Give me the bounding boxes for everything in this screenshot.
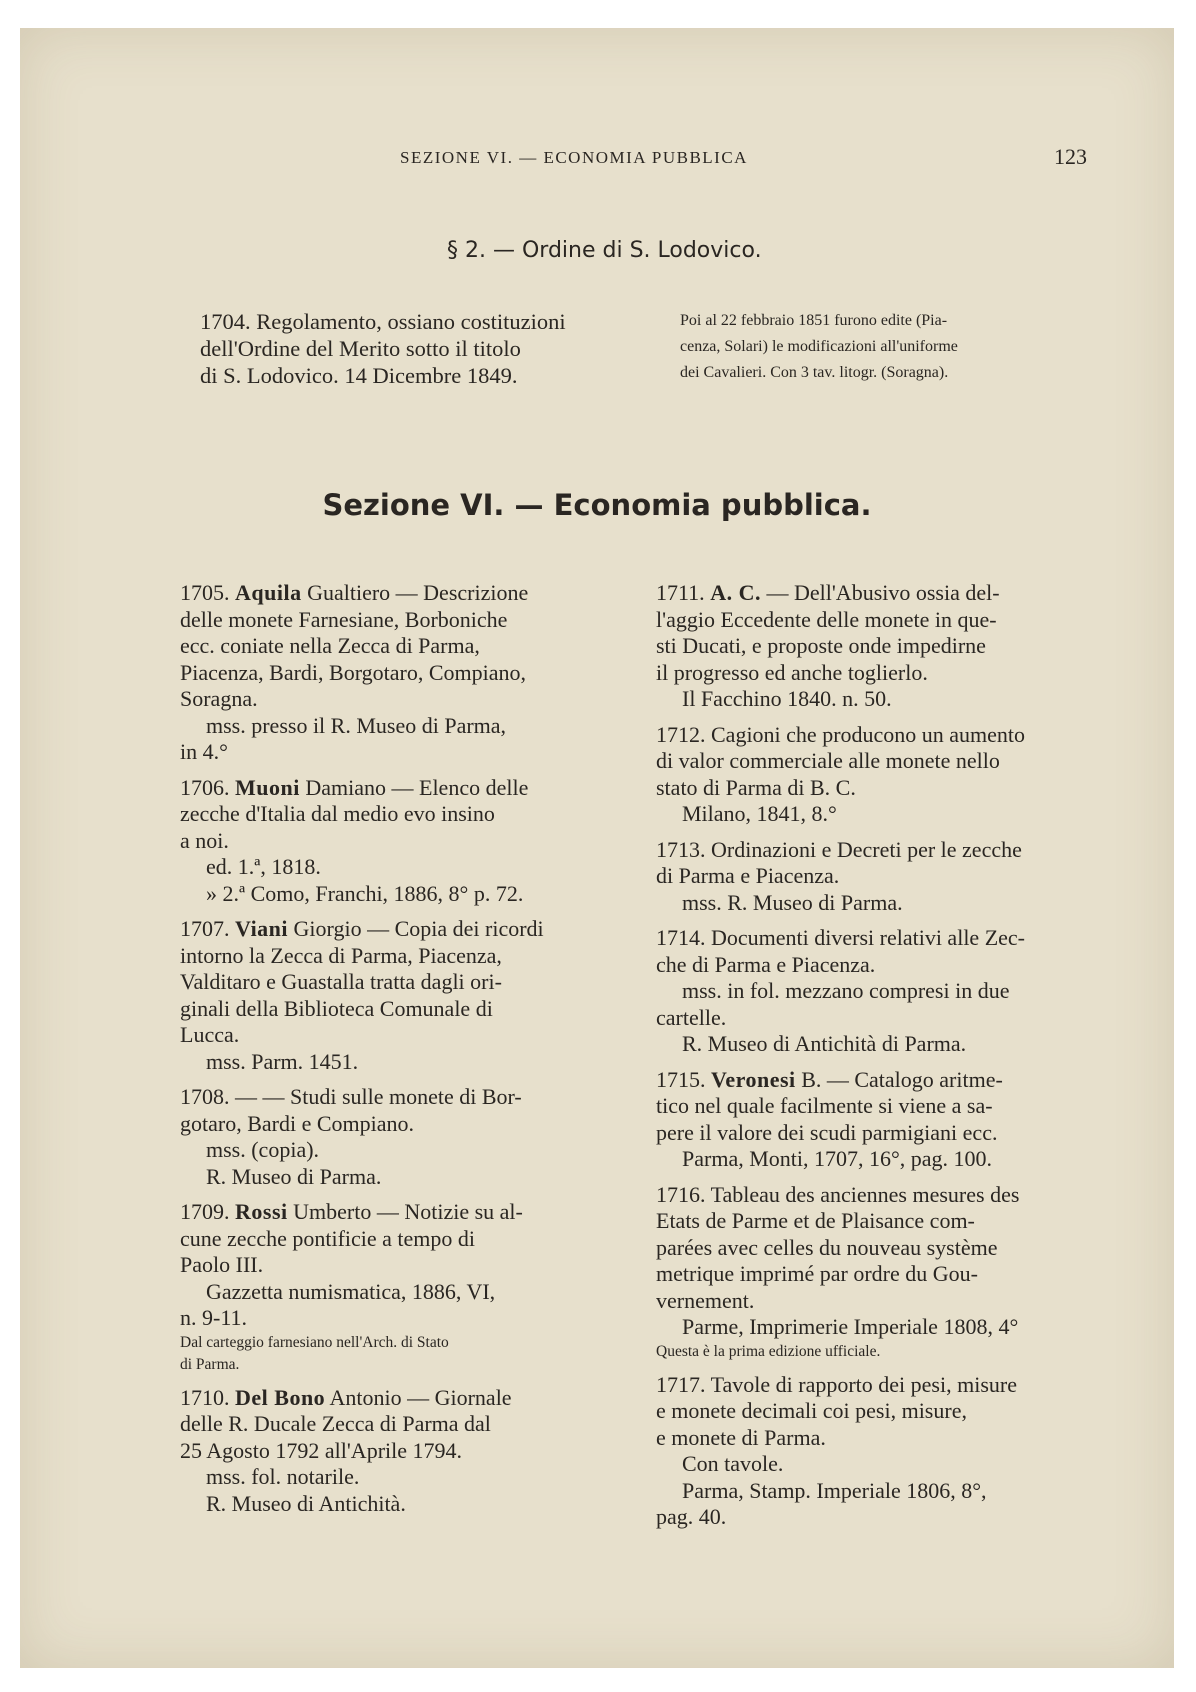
entry-line: Lucca. <box>180 1022 240 1047</box>
entry-publication: Gazzetta numismatica, 1886, VI, <box>206 1278 496 1304</box>
bibliography-entry <box>656 837 1088 917</box>
entry-line: Valditaro e Guastalla tratta dagli ori- <box>180 969 502 994</box>
bibliography-entry <box>656 1067 1088 1173</box>
entry-publication: » 2.ª Como, Franchi, 1886, 8° p. 72. <box>206 880 524 906</box>
text-line: 1704. Regolamento, ossiano costituzioni <box>200 309 566 334</box>
entry-line: cune zecche pontificie a tempo di <box>180 1225 476 1251</box>
scanned-page <box>20 28 1174 1668</box>
entry-first-line <box>180 1084 612 1111</box>
entry-line: gotaro, Bardi e Compiano. <box>180 1110 415 1136</box>
entry-line: ecc. coniate nella Zecca di Parma, <box>180 633 480 658</box>
entry-number: 1713. <box>656 836 706 862</box>
entry-publication: mss. in fol. mezzano compresi in due <box>682 978 1010 1003</box>
entry-author: Rossi <box>235 1199 288 1224</box>
entry-line: pag. 40. <box>656 1504 727 1529</box>
entry-number: 1707. <box>180 916 230 941</box>
entry-line: il progresso ed anche toglierlo. <box>656 659 928 685</box>
entry-first-line <box>180 774 612 802</box>
entry-publication: Parma, Stamp. Imperiale 1806, 8°, <box>682 1477 987 1503</box>
page-header <box>20 144 1174 178</box>
entry-note: Dal carteggio farnesiano nell'Arch. di Stato <box>180 1333 449 1351</box>
bibliography-entry <box>180 1199 612 1376</box>
entry-line: in 4.° <box>180 739 228 764</box>
entry-title: Giorgio — Copia dei ricordi <box>293 916 544 941</box>
entry-number: 1714. <box>656 925 706 950</box>
entry-first-line <box>656 1371 1088 1399</box>
intro-entry-text <box>200 308 620 389</box>
entry-title: — Dell'Abusivo ossia del- <box>766 580 1000 605</box>
entry-author: Muoni <box>235 774 300 800</box>
entry-number: 1709. <box>180 1199 230 1224</box>
entry-number: 1708. <box>180 1084 230 1109</box>
text-line: dell'Ordine del Merito sotto il titolo <box>200 336 521 361</box>
entry-author: Del Bono <box>235 1384 326 1410</box>
entry-first-line <box>656 721 1088 749</box>
entry-line: Etats de Parme et de Plaisance com- <box>656 1208 975 1233</box>
entry-number: 1705. <box>180 580 230 605</box>
entry-publication: R. Museo di Antichità di Parma. <box>682 1031 967 1056</box>
entry-publication: mss. R. Museo di Parma. <box>682 889 903 915</box>
entry-line: vernement. <box>656 1287 755 1313</box>
entry-line: di Parma e Piacenza. <box>656 863 840 888</box>
entry-title: Tavole di rapporto dei pesi, misure <box>710 1371 1017 1397</box>
entry-title: Gualtiero — Descrizione <box>307 580 529 605</box>
bibliography-entry <box>180 775 612 908</box>
bibliography-entry <box>180 916 612 1075</box>
entry-number: 1716. <box>656 1181 706 1207</box>
entry-line: e monete di Parma. <box>656 1424 826 1450</box>
entry-publication: R. Museo di Antichità. <box>206 1490 406 1516</box>
entry-note: di Parma. <box>180 1355 240 1373</box>
entry-line: l'aggio Eccedente delle monete in que- <box>656 606 997 632</box>
entry-first-line <box>180 916 612 943</box>
entry-line: intorno la Zecca di Parma, Piacenza, <box>180 942 502 968</box>
entry-title: Umberto — Notizie su al- <box>293 1199 523 1224</box>
bibliography-entry <box>656 722 1088 828</box>
section-heading: § 2. — Ordine di S. Lodovico. <box>447 238 762 263</box>
entry-title: — — Studi sulle monete di Bor- <box>235 1084 522 1109</box>
text-line: Poi al 22 febbraio 1851 furono edite (Pia- <box>680 312 948 329</box>
entry-publication: Parma, Monti, 1707, 16°, pag. 100. <box>682 1146 993 1171</box>
intro-entry-note <box>680 308 1100 386</box>
main-section-title: Sezione VI. — Economia pubblica. <box>322 488 872 522</box>
entry-line: che di Parma e Piacenza. <box>656 951 876 977</box>
entry-publication: mss. presso il R. Museo di Parma, <box>206 712 507 738</box>
entry-line: di valor commerciale alle monete nello <box>656 748 1000 773</box>
entry-publication: Parme, Imprimerie Imperiale 1808, 4° <box>682 1314 1019 1339</box>
bibliography-entry <box>180 580 612 766</box>
entry-title: B. — Catalogo aritme- <box>801 1066 1003 1092</box>
entry-publication: mss. (copia). <box>206 1137 320 1162</box>
text-line: dei Cavalieri. Con 3 tav. litogr. (Soragna). <box>680 364 949 381</box>
entry-note: Questa è la prima edizione ufficiale. <box>656 1342 881 1360</box>
entry-line: metrique imprimé par ordre du Gou- <box>656 1261 978 1286</box>
entry-line: Paolo III. <box>180 1252 264 1277</box>
text-line: di S. Lodovico. 14 Dicembre 1849. <box>200 363 518 388</box>
bibliography-entry <box>180 1084 612 1190</box>
text-line: cenza, Solari) le modificazioni all'uniforme <box>680 338 958 355</box>
entry-line: ginali della Biblioteca Comunale di <box>180 995 493 1021</box>
entry-number: 1712. <box>656 721 706 747</box>
entry-line: cartelle. <box>656 1004 727 1030</box>
entry-author: Veronesi <box>711 1066 796 1092</box>
entry-line: sti Ducati, e proposte onde impedirne <box>656 633 986 658</box>
entry-line: Soragna. <box>180 686 258 711</box>
entry-first-line <box>656 580 1088 607</box>
entry-author: Viani <box>235 916 289 941</box>
entry-author: Aquila <box>235 580 302 605</box>
entry-line: delle R. Ducale Zecca di Parma dal <box>180 1411 491 1436</box>
entry-title: Documenti diversi relativi alle Zec- <box>711 925 1025 950</box>
running-head: SEZIONE VI. — ECONOMIA PUBBLICA <box>400 148 748 167</box>
entry-publication: R. Museo di Parma. <box>206 1163 382 1189</box>
entry-publication: mss. Parm. 1451. <box>206 1048 359 1074</box>
entry-author: A. C. <box>710 580 761 605</box>
entry-line: stato di Parma di B. C. <box>656 774 856 800</box>
left-column <box>180 580 612 1526</box>
entry-first-line <box>656 836 1088 864</box>
entry-line: a noi. <box>180 827 229 853</box>
bibliography-entry <box>656 580 1088 713</box>
entry-line: tico nel quale facilmente si viene a sa- <box>656 1093 993 1118</box>
bibliography-entry <box>180 1385 612 1518</box>
entry-title: Cagioni che producono un aumento <box>711 721 1026 747</box>
entry-line: e monete decimali coi pesi, misure, <box>656 1398 967 1423</box>
entry-line: pere il valore dei scudi parmigiani ecc. <box>656 1119 998 1145</box>
entry-first-line <box>656 1181 1088 1209</box>
entry-first-line <box>180 1384 612 1412</box>
bibliography-entry <box>656 925 1088 1058</box>
page-number: 123 <box>1054 144 1087 169</box>
entry-publication: Milano, 1841, 8.° <box>682 801 837 826</box>
entry-number: 1710. <box>180 1384 230 1410</box>
entry-number: 1711. <box>656 580 705 605</box>
entry-first-line <box>656 1066 1088 1094</box>
entry-title: Ordinazioni e Decreti per le zecche <box>711 836 1022 862</box>
entry-line: n. 9-11. <box>180 1305 248 1330</box>
entry-publication: mss. fol. notarile. <box>206 1464 360 1489</box>
entry-number: 1715. <box>656 1066 706 1092</box>
entry-line: delle monete Farnesiane, Borboniche <box>180 606 508 632</box>
entry-first-line <box>656 925 1088 952</box>
right-column <box>656 580 1088 1540</box>
entry-first-line <box>180 580 612 607</box>
entry-number: 1706. <box>180 774 230 800</box>
bibliography-entry <box>656 1372 1088 1531</box>
entry-line: parées avec celles du nouveau système <box>656 1234 998 1260</box>
entry-publication: Il Facchino 1840. n. 50. <box>682 686 892 711</box>
entry-publication: Con tavole. <box>682 1451 784 1476</box>
bibliography-entry <box>656 1182 1088 1363</box>
entry-title: Tableau des anciennes mesures des <box>710 1181 1020 1207</box>
entry-publication: ed. 1.ª, 1818. <box>206 854 321 879</box>
entry-number: 1717. <box>656 1371 706 1397</box>
entry-first-line <box>180 1199 612 1226</box>
entry-line: zecche d'Italia dal medio evo insino <box>180 801 495 826</box>
entry-line: 25 Agosto 1792 all'Aprile 1794. <box>180 1437 463 1463</box>
entry-line: Piacenza, Bardi, Borgotaro, Compiano, <box>180 659 527 685</box>
entry-title: Damiano — Elenco delle <box>305 774 529 800</box>
entry-title: Antonio — Giornale <box>329 1384 512 1410</box>
